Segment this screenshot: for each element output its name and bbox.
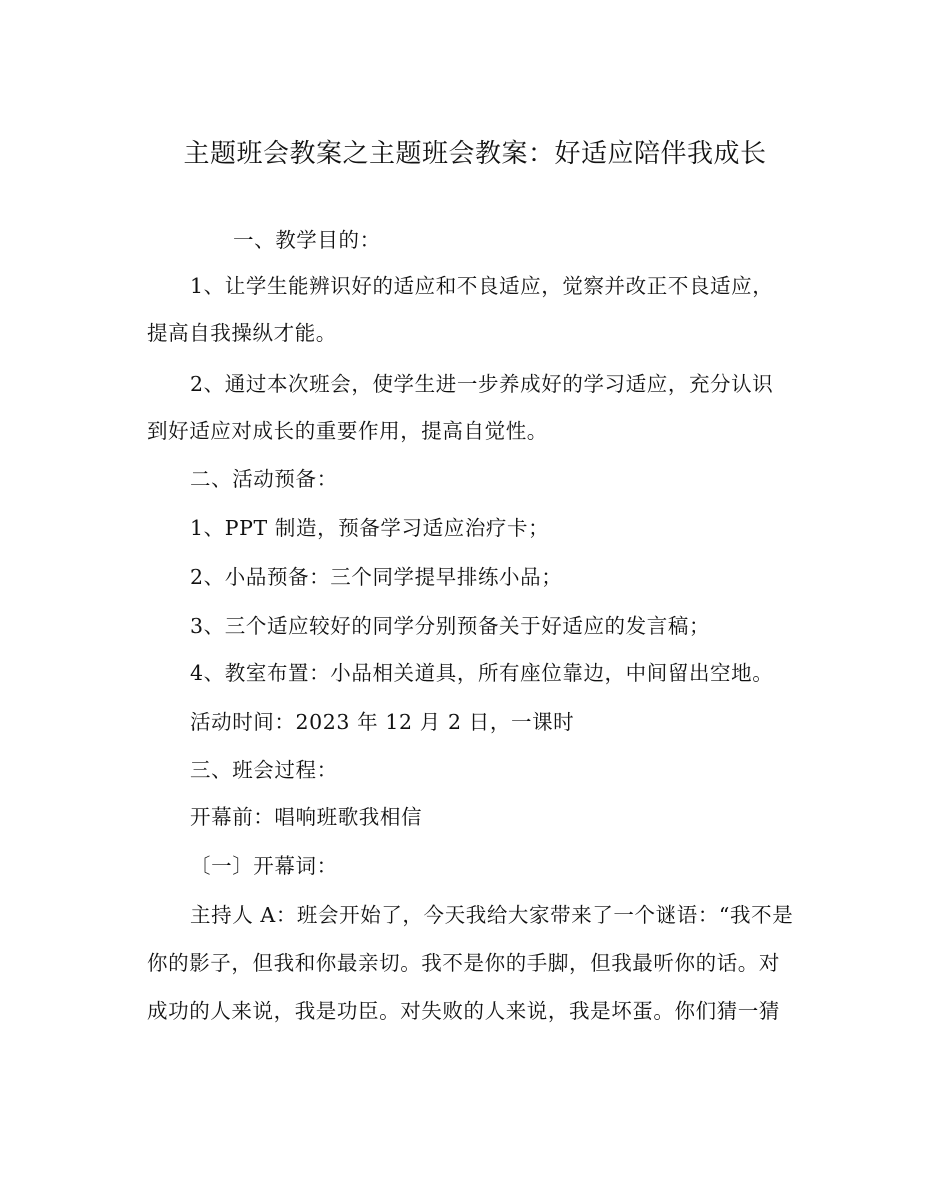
section-heading-process: 三、班会过程： [190, 758, 338, 782]
paragraph-line: 2、小品预备：三个同学提早排练小品； [190, 565, 563, 589]
paragraph-line: 2、通过本次班会，使学生进一步养成好的学习适应，充分认识 [190, 372, 774, 396]
paragraph-line: 1、让学生能辨识好的适应和不良适应，觉察并改正不良适应， [190, 274, 774, 298]
subsection-heading: 〔一〕开幕词： [190, 854, 338, 878]
section-heading-objectives: 一、教学目的： [233, 228, 381, 252]
paragraph-line: 你的影子，但我和你最亲切。我不是你的手脚，但我最听你的话。对 [147, 951, 780, 975]
paragraph-line: 活动时间：2023 年 12 月 2 日，一课时 [190, 710, 575, 734]
paragraph-line: 1、PPT 制造，预备学习适应治疗卡； [190, 516, 550, 540]
paragraph-line: 开幕前：唱响班歌我相信 [190, 805, 423, 829]
paragraph-line: 成功的人来说，我是功臣。对失败的人来说，我是坏蛋。你们猜一猜 [147, 999, 780, 1023]
paragraph-line: 3、三个适应较好的同学分别预备关于好适应的发言稿； [190, 614, 711, 638]
paragraph-line: 4、教室布置：小品相关道具，所有座位靠边，中间留出空地。 [190, 661, 774, 685]
section-heading-preparation: 二、活动预备： [190, 467, 338, 491]
paragraph-line: 到好适应对成长的重要作用，提高自觉性。 [147, 419, 548, 443]
paragraph-line: 提高自我操纵才能。 [147, 321, 337, 345]
document-title: 主题班会教案之主题班会教案：好适应陪伴我成长 [183, 139, 767, 169]
paragraph-line: 主持人 A：班会开始了，今天我给大家带来了一个谜语：“我不是 [190, 903, 794, 927]
